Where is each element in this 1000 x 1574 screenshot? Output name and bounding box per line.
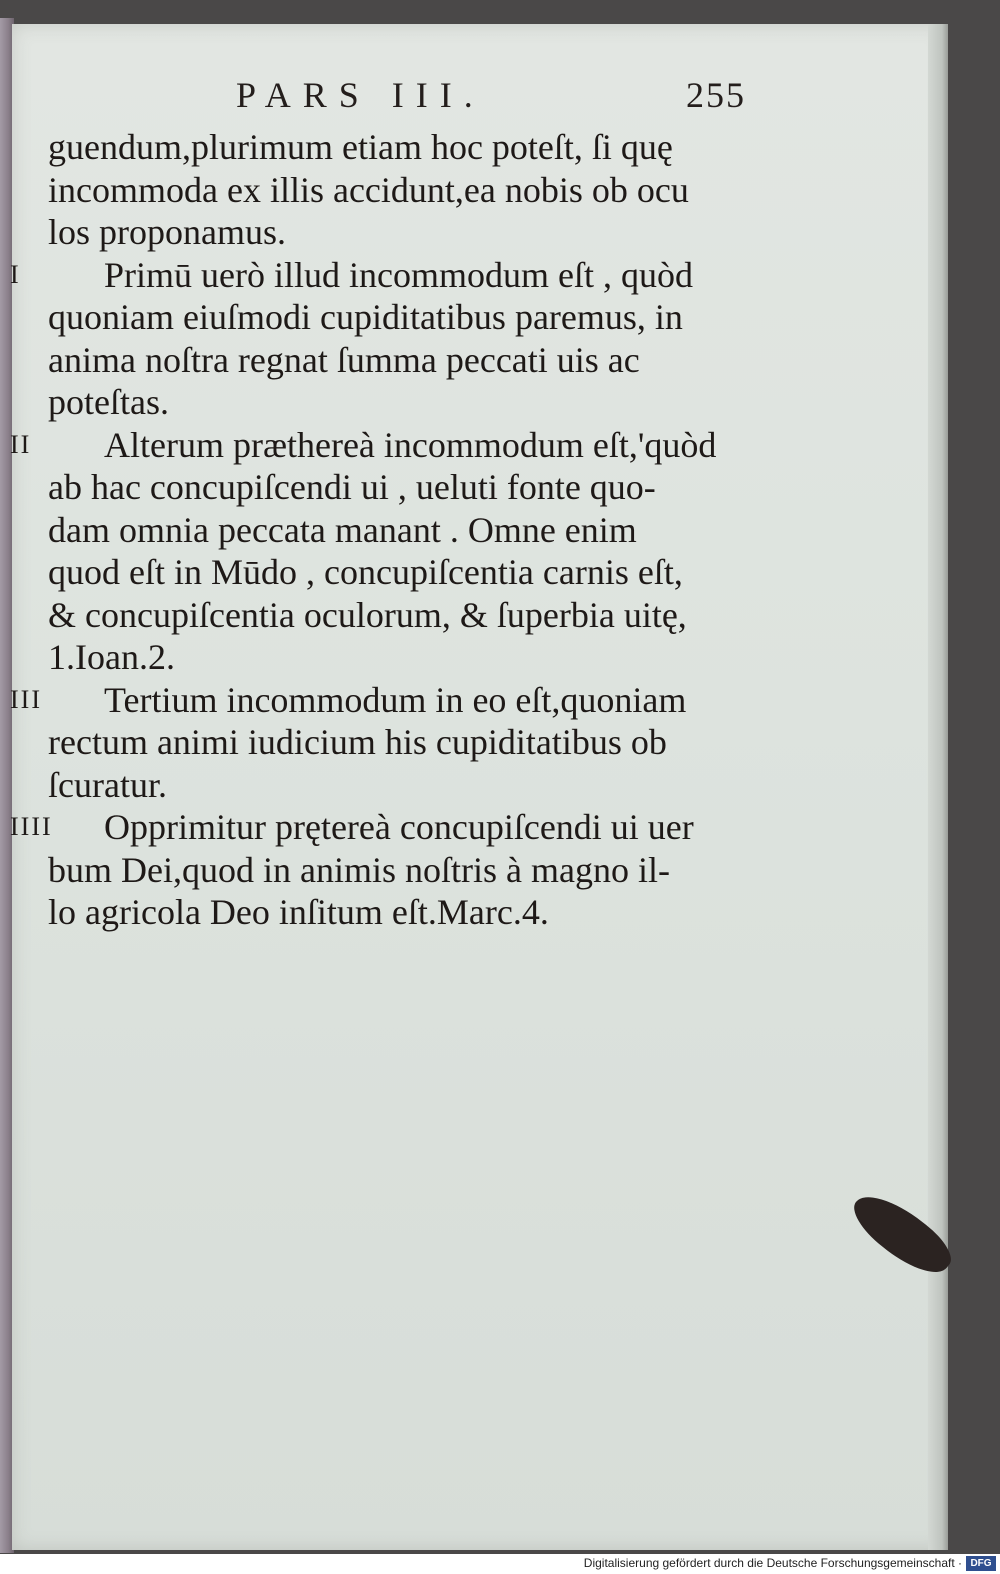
- section-numeral: IIII: [10, 812, 53, 841]
- dfg-logo: DFG: [966, 1556, 996, 1571]
- text-line: [10, 806, 750, 849]
- line-text: dam omnia peccata manant . Omne enim: [48, 509, 637, 550]
- section-numeral: III: [10, 684, 42, 714]
- text-line: [10, 594, 750, 637]
- line-text: Tertium incommodum in eo eſt,quoniam: [104, 679, 687, 720]
- line-text: ab hac concupiſcendi ui , ueluti fonte quo-: [48, 467, 656, 507]
- text-line: [10, 169, 750, 212]
- line-text: Alterum præthereà incommodum eſt,'quòd: [104, 424, 717, 465]
- line-text: lo agricola Deo inſitum eſt.Marc.4.: [48, 892, 549, 932]
- line-text: Primū uerò illud incommodum eſt , quòd: [104, 254, 693, 295]
- page-header: [236, 74, 746, 124]
- text-line: [10, 339, 750, 382]
- text-line: [10, 636, 750, 679]
- line-text: Opprimitur prętereà concupiſcendi ui uer: [104, 807, 694, 847]
- line-text: poteſtas.: [48, 382, 169, 422]
- text-block: [10, 126, 750, 934]
- line-text: bum Dei,quod in animis noſtris à magno il-: [48, 849, 670, 890]
- page-number: 255: [686, 75, 746, 115]
- line-text: los proponamus.: [48, 212, 286, 252]
- text-line: [10, 211, 750, 254]
- line-text: 1.Ioan.2.: [48, 637, 175, 677]
- text-line: [10, 764, 750, 807]
- line-text: rectum animi iudicium his cupiditatibus ob: [48, 722, 667, 762]
- page-edge: [928, 24, 948, 1550]
- text-line: [10, 721, 750, 764]
- text-line: [10, 679, 750, 722]
- text-line: [10, 509, 750, 552]
- line-text: guendum,plurimum etiam hoc poteſt, ſi quę: [48, 127, 673, 167]
- text-line: [10, 424, 750, 467]
- section-numeral: II: [10, 429, 32, 459]
- text-line: [10, 891, 750, 934]
- line-text: anima noſtra regnat ſumma peccati uis ac: [48, 339, 640, 380]
- line-text: incommoda ex illis accidunt,ea nobis ob ocu: [48, 169, 689, 210]
- section-numeral: I: [10, 259, 21, 289]
- text-line: [10, 254, 750, 297]
- text-line: [10, 466, 750, 509]
- line-text: ſcuratur.: [48, 764, 167, 805]
- text-line: [10, 849, 750, 892]
- line-text: & concupiſcentia oculorum, & ſuperbia uitę,: [48, 594, 687, 635]
- text-line: [10, 551, 750, 594]
- text-line: [10, 296, 750, 339]
- digitization-footer: [0, 1554, 1000, 1574]
- funding-credit: Digitalisierung gefördert durch die Deutsche Forschungsgemeinschaft ·: [583, 1556, 962, 1570]
- line-text: quod eſt in Mūdo , concupiſcentia carnis eſt,: [48, 552, 683, 592]
- text-line: [10, 126, 750, 169]
- line-text: quoniam eiuſmodi cupiditatibus paremus, in: [48, 297, 683, 337]
- text-line: [10, 381, 750, 424]
- running-head: PARS III.: [236, 75, 485, 115]
